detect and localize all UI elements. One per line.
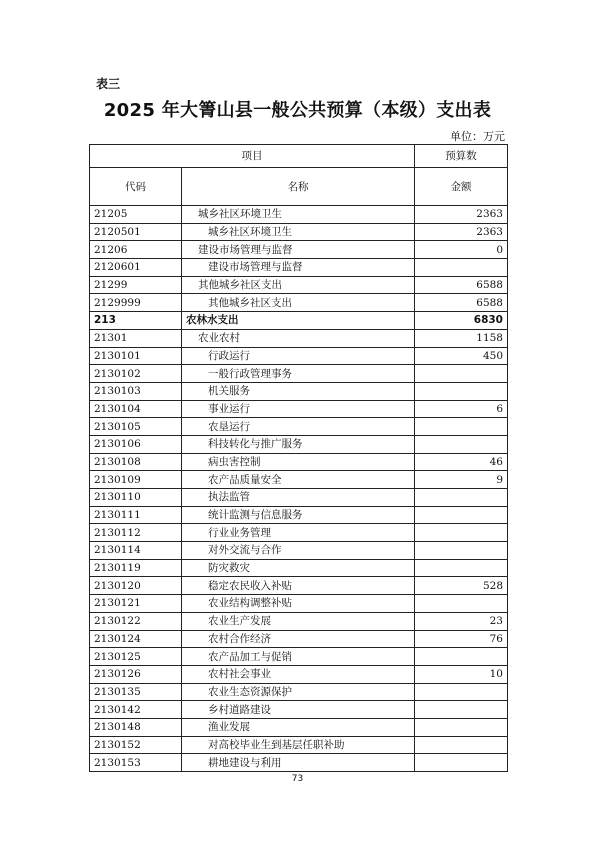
row-name: 建设市场管理与监督 bbox=[182, 259, 415, 277]
row-amount bbox=[415, 683, 508, 701]
table-row bbox=[90, 276, 508, 294]
header-row-columns bbox=[90, 168, 508, 206]
row-name: 渔业发展 bbox=[182, 718, 415, 736]
table-row bbox=[90, 294, 508, 312]
row-code: 2130103 bbox=[90, 382, 182, 400]
row-code: 2130109 bbox=[90, 471, 182, 489]
table-row bbox=[90, 365, 508, 383]
row-name: 农村社会事业 bbox=[182, 665, 415, 683]
row-code: 2130106 bbox=[90, 435, 182, 453]
row-name: 对外交流与合作 bbox=[182, 542, 415, 560]
header-project: 项目 bbox=[90, 145, 415, 168]
row-amount: 46 bbox=[415, 453, 508, 471]
row-amount: 2363 bbox=[415, 223, 508, 241]
table-row bbox=[90, 754, 508, 772]
row-code: 2130120 bbox=[90, 577, 182, 595]
table-number-label: 表三 bbox=[96, 77, 121, 91]
row-name: 耕地建设与利用 bbox=[182, 754, 415, 772]
budget-table bbox=[89, 144, 508, 772]
row-amount bbox=[415, 648, 508, 666]
row-code: 2130119 bbox=[90, 559, 182, 577]
row-amount: 6588 bbox=[415, 294, 508, 312]
row-code: 2130111 bbox=[90, 506, 182, 524]
page-title: 2025 年大箐山县一般公共预算（本级）支出表 bbox=[103, 100, 492, 121]
row-name: 执法监管 bbox=[182, 489, 415, 507]
row-amount: 528 bbox=[415, 577, 508, 595]
row-name: 农垦运行 bbox=[182, 418, 415, 436]
row-amount bbox=[415, 365, 508, 383]
row-amount bbox=[415, 506, 508, 524]
row-name: 农林水支出 bbox=[182, 312, 415, 330]
row-code: 2130153 bbox=[90, 754, 182, 772]
table-row bbox=[90, 718, 508, 736]
header-amount: 金额 bbox=[415, 168, 508, 206]
row-name: 其他城乡社区支出 bbox=[182, 276, 415, 294]
row-name: 病虫害控制 bbox=[182, 453, 415, 471]
table-row bbox=[90, 630, 508, 648]
table-row bbox=[90, 382, 508, 400]
row-code: 2130112 bbox=[90, 524, 182, 542]
row-name: 对高校毕业生到基层任职补助 bbox=[182, 736, 415, 754]
row-amount: 2363 bbox=[415, 206, 508, 224]
table-row bbox=[90, 683, 508, 701]
table-row bbox=[90, 736, 508, 754]
table-row bbox=[90, 206, 508, 224]
row-amount bbox=[415, 718, 508, 736]
header-code: 代码 bbox=[90, 168, 182, 206]
row-name: 事业运行 bbox=[182, 400, 415, 418]
table-row bbox=[90, 506, 508, 524]
row-amount bbox=[415, 435, 508, 453]
row-name: 一般行政管理事务 bbox=[182, 365, 415, 383]
table-row bbox=[90, 400, 508, 418]
row-amount bbox=[415, 736, 508, 754]
table-row bbox=[90, 347, 508, 365]
row-name: 乡村道路建设 bbox=[182, 701, 415, 719]
row-code: 2129999 bbox=[90, 294, 182, 312]
row-amount bbox=[415, 542, 508, 560]
row-name: 稳定农民收入补贴 bbox=[182, 577, 415, 595]
row-amount bbox=[415, 489, 508, 507]
table-row bbox=[90, 241, 508, 259]
row-name: 城乡社区环境卫生 bbox=[182, 206, 415, 224]
table-row bbox=[90, 329, 508, 347]
table-row bbox=[90, 524, 508, 542]
unit-label: 单位：万元 bbox=[450, 130, 505, 143]
header-budget: 预算数 bbox=[415, 145, 508, 168]
row-amount bbox=[415, 418, 508, 436]
row-code: 2130124 bbox=[90, 630, 182, 648]
row-name: 统计监测与信息服务 bbox=[182, 506, 415, 524]
row-amount: 6830 bbox=[415, 312, 508, 330]
table-row bbox=[90, 435, 508, 453]
row-amount: 450 bbox=[415, 347, 508, 365]
row-amount bbox=[415, 595, 508, 613]
table-row bbox=[90, 223, 508, 241]
table-row bbox=[90, 612, 508, 630]
row-name: 农业生态资源保护 bbox=[182, 683, 415, 701]
row-code: 2130121 bbox=[90, 595, 182, 613]
header-row-top bbox=[90, 145, 508, 168]
row-name: 防灾救灾 bbox=[182, 559, 415, 577]
table-row bbox=[90, 453, 508, 471]
table-row bbox=[90, 418, 508, 436]
row-code: 21299 bbox=[90, 276, 182, 294]
row-amount: 23 bbox=[415, 612, 508, 630]
row-name: 农业生产发展 bbox=[182, 612, 415, 630]
table-row bbox=[90, 259, 508, 277]
row-amount bbox=[415, 382, 508, 400]
row-amount: 6588 bbox=[415, 276, 508, 294]
row-amount: 0 bbox=[415, 241, 508, 259]
row-name: 行业业务管理 bbox=[182, 524, 415, 542]
table-row bbox=[90, 471, 508, 489]
table-row bbox=[90, 489, 508, 507]
row-code: 2130126 bbox=[90, 665, 182, 683]
row-code: 2130108 bbox=[90, 453, 182, 471]
row-code: 2130152 bbox=[90, 736, 182, 754]
header-name: 名称 bbox=[182, 168, 415, 206]
table-row bbox=[90, 648, 508, 666]
row-code: 2130125 bbox=[90, 648, 182, 666]
row-code: 2120501 bbox=[90, 223, 182, 241]
page-number: 73 bbox=[291, 774, 304, 784]
row-name: 城乡社区环境卫生 bbox=[182, 223, 415, 241]
row-name: 农产品加工与促销 bbox=[182, 648, 415, 666]
row-name: 机关服务 bbox=[182, 382, 415, 400]
row-code: 213 bbox=[90, 312, 182, 330]
row-name: 农产品质量安全 bbox=[182, 471, 415, 489]
row-code: 2130122 bbox=[90, 612, 182, 630]
row-name: 建设市场管理与监督 bbox=[182, 241, 415, 259]
table-row bbox=[90, 559, 508, 577]
row-name: 农业农村 bbox=[182, 329, 415, 347]
row-code: 2130104 bbox=[90, 400, 182, 418]
row-code: 2130110 bbox=[90, 489, 182, 507]
row-code: 2130105 bbox=[90, 418, 182, 436]
row-code: 21301 bbox=[90, 329, 182, 347]
row-amount: 1158 bbox=[415, 329, 508, 347]
row-amount bbox=[415, 524, 508, 542]
row-code: 21206 bbox=[90, 241, 182, 259]
table-row bbox=[90, 577, 508, 595]
row-amount bbox=[415, 754, 508, 772]
table-row bbox=[90, 312, 508, 330]
row-name: 农村合作经济 bbox=[182, 630, 415, 648]
row-amount: 76 bbox=[415, 630, 508, 648]
row-amount: 10 bbox=[415, 665, 508, 683]
row-code: 2130114 bbox=[90, 542, 182, 560]
row-name: 农业结构调整补贴 bbox=[182, 595, 415, 613]
table-row bbox=[90, 595, 508, 613]
row-name: 行政运行 bbox=[182, 347, 415, 365]
row-code: 2130102 bbox=[90, 365, 182, 383]
table-row bbox=[90, 542, 508, 560]
row-name: 其他城乡社区支出 bbox=[182, 294, 415, 312]
table-row bbox=[90, 701, 508, 719]
row-amount bbox=[415, 559, 508, 577]
row-name: 科技转化与推广服务 bbox=[182, 435, 415, 453]
row-code: 2130148 bbox=[90, 718, 182, 736]
row-code: 2130101 bbox=[90, 347, 182, 365]
row-code: 21205 bbox=[90, 206, 182, 224]
row-amount: 6 bbox=[415, 400, 508, 418]
table-row bbox=[90, 665, 508, 683]
row-code: 2120601 bbox=[90, 259, 182, 277]
row-amount: 9 bbox=[415, 471, 508, 489]
row-code: 2130135 bbox=[90, 683, 182, 701]
table-body bbox=[90, 206, 508, 772]
row-code: 2130142 bbox=[90, 701, 182, 719]
row-amount bbox=[415, 259, 508, 277]
row-amount bbox=[415, 701, 508, 719]
